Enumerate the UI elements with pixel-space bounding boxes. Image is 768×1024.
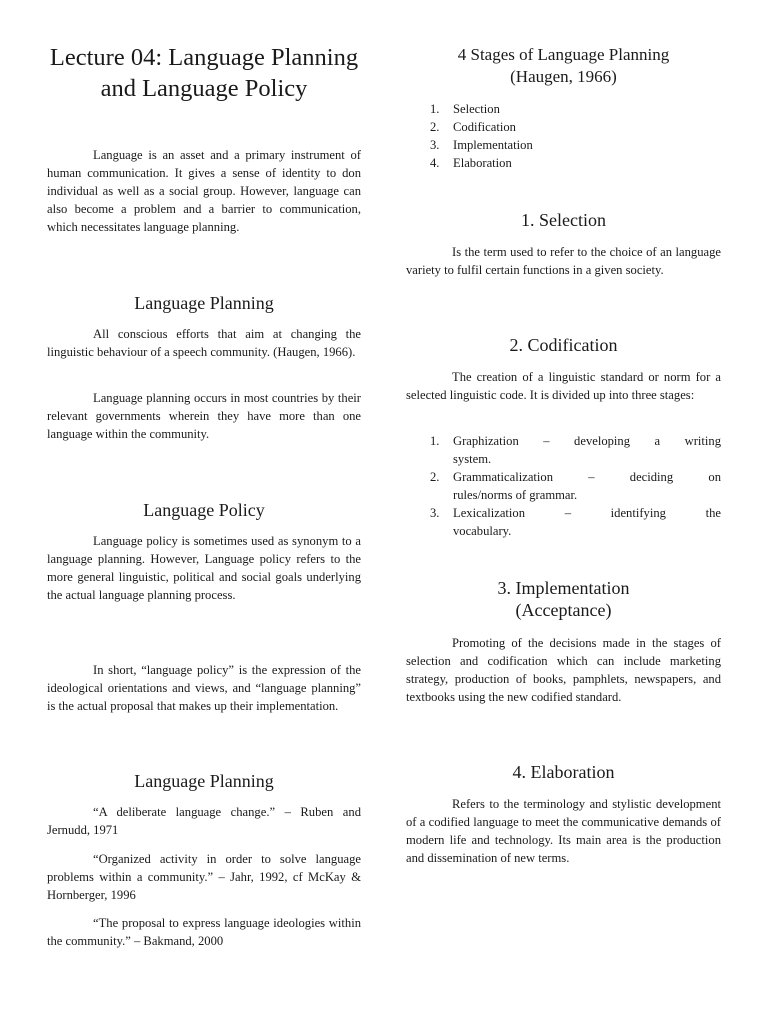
selection-text: Is the term used to refer to the choice of an language variety to fulfil certain functions in a given society. bbox=[406, 245, 721, 277]
intro-paragraph: Language is an asset and a primary instrument of human communication. It gives a sense of identity to don individual as well as a social group. However, language can also become a problem and a barrier to communication, which necessitates language planning. bbox=[47, 148, 361, 234]
language-planning-heading: Language Planning bbox=[134, 293, 274, 313]
list-item: 2. Codification bbox=[430, 120, 516, 134]
elaboration-heading: 4. Elaboration bbox=[512, 762, 615, 782]
selection-heading: 1. Selection bbox=[521, 210, 606, 230]
implementation-heading-line1: 3. Implementation bbox=[497, 578, 630, 598]
implementation-heading bbox=[406, 577, 721, 621]
stages-list bbox=[406, 100, 721, 172]
implementation-text: Promoting of the decisions made in the stages of selection and codification which can include marketing strategy, production of books, pamphlets, newspapers, and textbooks using the new codified standard. bbox=[406, 636, 721, 704]
list-item: 1. Graphization – developing a writing system. bbox=[430, 434, 721, 466]
quote-jahr: “Organized activity in order to solve language problems within a community.” – Jahr, 1992, cf McKay & Hornberger, 1996 bbox=[47, 852, 361, 902]
stages-heading-line2: (Haugen, 1966) bbox=[510, 67, 617, 86]
page-title: Lecture 04: Language Planning and Language Policy bbox=[49, 44, 359, 102]
language-policy-definition: Language policy is sometimes used as synonym to a language planning. However, Language policy refers to the more general linguistic, political and social goals underlying the actual language planning process. bbox=[47, 534, 361, 602]
language-planning-quotes-heading: Language Planning bbox=[134, 771, 274, 791]
list-item: 4. Elaboration bbox=[430, 156, 512, 170]
list-item: 1. Selection bbox=[430, 102, 500, 116]
stages-heading bbox=[406, 44, 721, 88]
elaboration-text: Refers to the terminology and stylistic development of a codified language to meet the communicative demands of modern life and technology. Its main area is the production and dissemination of new terms. bbox=[406, 797, 721, 865]
implementation-heading-line2: (Acceptance) bbox=[515, 600, 612, 620]
language-planning-definition: All conscious efforts that aim at changing the linguistic behaviour of a speech community. (Haugen, 1966). bbox=[47, 327, 361, 359]
language-planning-occurrence: Language planning occurs in most countries by their relevant governments wherein they have more than one language within the community. bbox=[47, 391, 361, 441]
codification-heading: 2. Codification bbox=[509, 335, 618, 355]
codification-text: The creation of a linguistic standard or norm for a selected linguistic code. It is divided up into three stages: bbox=[406, 370, 721, 402]
list-item: 3. Lexicalization – identifying the vocabulary. bbox=[430, 506, 721, 538]
quote-ruben-jernudd: “A deliberate language change.” – Ruben and Jernudd, 1971 bbox=[47, 805, 361, 837]
language-policy-summary: In short, “language policy” is the expression of the ideological orientations and views, and “language planning” is the actual proposal that makes up their implementation. bbox=[47, 663, 361, 713]
language-policy-heading: Language Policy bbox=[143, 500, 265, 520]
list-item: 2. Grammaticalization – deciding on rules/norms of grammar. bbox=[430, 470, 721, 502]
stages-heading-line1: 4 Stages of Language Planning bbox=[457, 45, 670, 64]
codification-stages-list bbox=[406, 432, 721, 540]
list-item: 3. Implementation bbox=[430, 138, 533, 152]
quote-bakmand: “The proposal to express language ideologies within the community.” – Bakmand, 2000 bbox=[47, 916, 361, 948]
